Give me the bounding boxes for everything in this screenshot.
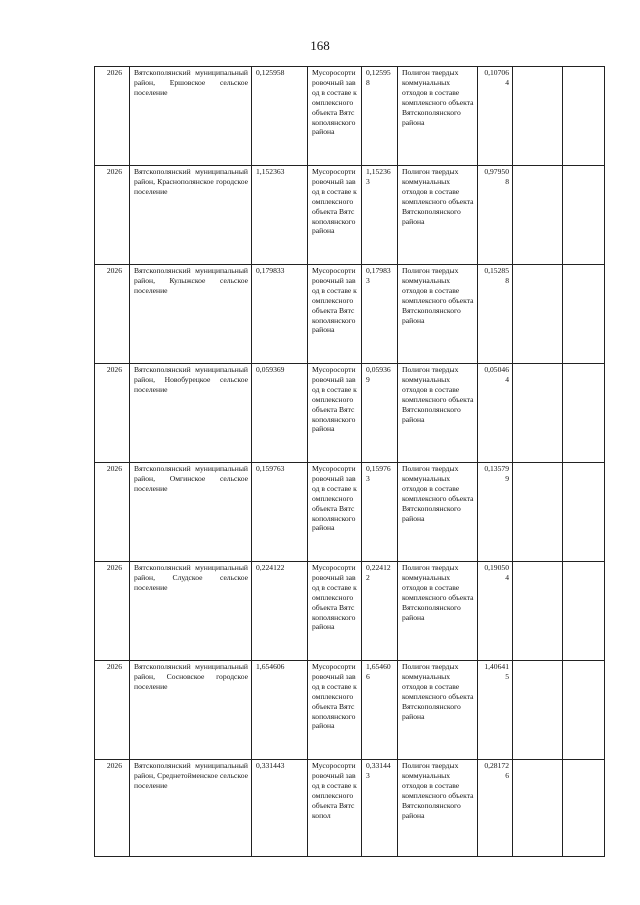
processing-facility-cell: Мусоросортировочный завод в составе комплексного объекта Вятскополянского района bbox=[308, 463, 362, 562]
table-row bbox=[95, 463, 605, 562]
year-cell: 2026 bbox=[95, 166, 130, 265]
table-row bbox=[95, 760, 605, 857]
disposed-mass-cell: 0,050464 bbox=[478, 364, 513, 463]
empty-cell bbox=[563, 265, 605, 364]
year-cell: 2026 bbox=[95, 67, 130, 166]
municipality-cell: Вятскополянский муниципальный район, Краснополянское городское поселение bbox=[130, 166, 252, 265]
processing-facility-cell: Мусоросортировочный завод в составе комплексного объекта Вятскополянского района bbox=[308, 166, 362, 265]
processed-mass-cell: 0,331443 bbox=[362, 760, 398, 857]
table-row bbox=[95, 562, 605, 661]
municipality-cell: Вятскополянский муниципальный район, Ершовское сельское поселение bbox=[130, 67, 252, 166]
table-row bbox=[95, 166, 605, 265]
empty-cell bbox=[513, 661, 563, 760]
empty-cell bbox=[563, 463, 605, 562]
disposal-facility-cell: Полигон твердых коммунальных отходов в составе комплексного объекта Вятскополянского района bbox=[398, 166, 478, 265]
municipality-cell: Вятскополянский муниципальный район, Среднетойменское сельское поселение bbox=[130, 760, 252, 857]
year-cell: 2026 bbox=[95, 562, 130, 661]
processing-facility-cell: Мусоросортировочный завод в составе комплексного объекта Вятскополянского района bbox=[308, 67, 362, 166]
disposed-mass-cell: 1,406415 bbox=[478, 661, 513, 760]
empty-cell bbox=[513, 463, 563, 562]
empty-cell bbox=[513, 67, 563, 166]
disposed-mass-cell: 0,152858 bbox=[478, 265, 513, 364]
processing-facility-cell: Мусоросортировочный завод в составе комплексного объекта Вятскополянского района bbox=[308, 265, 362, 364]
municipality-cell: Вятскополянский муниципальный район, Новобурецкое сельское поселение bbox=[130, 364, 252, 463]
table-row bbox=[95, 67, 605, 166]
waste-mass-cell: 0,331443 bbox=[252, 760, 308, 857]
empty-cell bbox=[513, 364, 563, 463]
empty-cell bbox=[513, 562, 563, 661]
disposal-facility-cell: Полигон твердых коммунальных отходов в составе комплексного объекта Вятскополянского района bbox=[398, 760, 478, 857]
table-row bbox=[95, 364, 605, 463]
processing-facility-cell: Мусоросортировочный завод в составе комплексного объекта Вятскополянского района bbox=[308, 562, 362, 661]
municipality-cell: Вятскополянский муниципальный район, Сосновское городское поселение bbox=[130, 661, 252, 760]
empty-cell bbox=[513, 760, 563, 857]
waste-mass-cell: 0,125958 bbox=[252, 67, 308, 166]
disposed-mass-cell: 0,190504 bbox=[478, 562, 513, 661]
year-cell: 2026 bbox=[95, 265, 130, 364]
empty-cell bbox=[563, 661, 605, 760]
empty-cell bbox=[563, 67, 605, 166]
disposed-mass-cell: 0,135799 bbox=[478, 463, 513, 562]
municipality-cell: Вятскополянский муниципальный район, Омгинское сельское поселение bbox=[130, 463, 252, 562]
waste-mass-cell: 0,179833 bbox=[252, 265, 308, 364]
waste-flow-table bbox=[94, 66, 605, 857]
municipality-cell: Вятскополянский муниципальный район, Слудское сельское поселение bbox=[130, 562, 252, 661]
waste-mass-cell: 1,152363 bbox=[252, 166, 308, 265]
disposed-mass-cell: 0,281726 bbox=[478, 760, 513, 857]
empty-cell bbox=[513, 166, 563, 265]
table-body bbox=[95, 67, 605, 857]
municipality-cell: Вятскополянский муниципальный район, Кулыжское сельское поселение bbox=[130, 265, 252, 364]
table-row bbox=[95, 661, 605, 760]
processing-facility-cell: Мусоросортировочный завод в составе комплексного объекта Вятскополянского района bbox=[308, 661, 362, 760]
empty-cell bbox=[513, 265, 563, 364]
disposal-facility-cell: Полигон твердых коммунальных отходов в составе комплексного объекта Вятскополянского района bbox=[398, 265, 478, 364]
processing-facility-cell: Мусоросортировочный завод в составе комплексного объекта Вятскополянского района bbox=[308, 364, 362, 463]
processed-mass-cell: 1,654606 bbox=[362, 661, 398, 760]
processed-mass-cell: 0,059369 bbox=[362, 364, 398, 463]
disposal-facility-cell: Полигон твердых коммунальных отходов в составе комплексного объекта Вятскополянского района bbox=[398, 463, 478, 562]
disposal-facility-cell: Полигон твердых коммунальных отходов в составе комплексного объекта Вятскополянского района bbox=[398, 661, 478, 760]
table-row bbox=[95, 265, 605, 364]
year-cell: 2026 bbox=[95, 661, 130, 760]
year-cell: 2026 bbox=[95, 463, 130, 562]
processed-mass-cell: 1,152363 bbox=[362, 166, 398, 265]
empty-cell bbox=[563, 364, 605, 463]
waste-mass-cell: 1,654606 bbox=[252, 661, 308, 760]
empty-cell bbox=[563, 166, 605, 265]
waste-mass-cell: 0,059369 bbox=[252, 364, 308, 463]
processed-mass-cell: 0,224122 bbox=[362, 562, 398, 661]
disposal-facility-cell: Полигон твердых коммунальных отходов в составе комплексного объекта Вятскополянского района bbox=[398, 562, 478, 661]
disposed-mass-cell: 0,107064 bbox=[478, 67, 513, 166]
year-cell: 2026 bbox=[95, 760, 130, 857]
empty-cell bbox=[563, 760, 605, 857]
processed-mass-cell: 0,159763 bbox=[362, 463, 398, 562]
processed-mass-cell: 0,125958 bbox=[362, 67, 398, 166]
page-number: 168 bbox=[310, 38, 330, 53]
disposed-mass-cell: 0,979508 bbox=[478, 166, 513, 265]
processing-facility-cell: Мусоросортировочный завод в составе комплексного объекта Вятскопол bbox=[308, 760, 362, 857]
waste-mass-cell: 0,159763 bbox=[252, 463, 308, 562]
empty-cell bbox=[563, 562, 605, 661]
processed-mass-cell: 0,179833 bbox=[362, 265, 398, 364]
disposal-facility-cell: Полигон твердых коммунальных отходов в составе комплексного объекта Вятскополянского района bbox=[398, 67, 478, 166]
year-cell: 2026 bbox=[95, 364, 130, 463]
waste-mass-cell: 0,224122 bbox=[252, 562, 308, 661]
disposal-facility-cell: Полигон твердых коммунальных отходов в составе комплексного объекта Вятскополянского района bbox=[398, 364, 478, 463]
